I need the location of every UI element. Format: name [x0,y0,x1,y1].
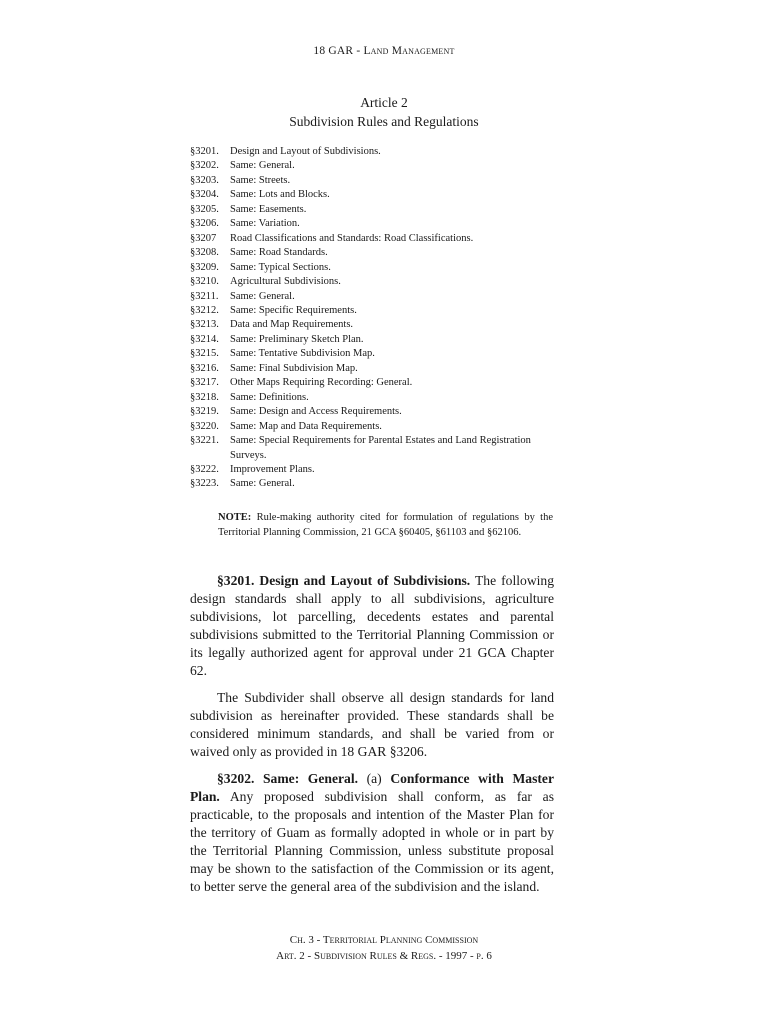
toc-row [190,347,550,361]
toc-section-title: Same: Variation. [230,218,300,230]
article-title: Subdivision Rules and Regulations [289,114,479,129]
toc-section-title: Same: Road Standards. [230,247,328,259]
toc-section-title: Same: Streets. [230,174,291,186]
section-3201-paragraph [190,572,554,680]
toc-section-number: §3208. [190,247,219,259]
toc-section-number: §3219. [190,406,219,418]
toc-section-number: §3207 [190,232,217,244]
page-footer [0,932,768,964]
toc-section-title: Same: Easements. [230,203,307,215]
toc-section-title: Same: Preliminary Sketch Plan. [230,333,364,345]
toc-section-number: §3216. [190,362,219,374]
toc-row [190,463,550,477]
table-of-contents [190,145,550,492]
toc-section-number: §3213. [190,319,219,331]
rulemaking-note [218,511,553,541]
toc-section-number: §3211. [190,290,219,302]
toc-row [190,318,550,332]
toc-section-number: §3212. [190,304,219,316]
toc-row [190,405,550,419]
toc-row [190,420,550,434]
toc-section-number: §3218. [190,391,219,403]
section-3202-heading: §3202. Same: General. [217,771,359,786]
section-3201-paragraph-2: The Subdivider shall observe all design standards for land subdivision as hereinafter provided. These standards shall be considered minimum standards, and shall be varied from or waived only as provided in 18 GAR §3206. [190,690,554,759]
toc-section-number: §3210. [190,276,219,288]
toc-section-number: §3221. [190,435,219,447]
article-heading [0,93,768,131]
subsection-heading: Conformance with Master Plan. [190,771,554,804]
section-3201-text: The following design standards shall apply to all subdivisions, agriculture subdivisions, lot parcelling, decedents estates and parental subdivisions submitted to the Territorial Planning Commission or its legally authorized agent for approval under 21 GCA Chapter 62. [190,573,555,678]
toc-section-title: Data and Map Requirements. [230,319,354,331]
toc-row [190,434,550,463]
toc-row [190,391,550,405]
toc-row [190,290,550,304]
toc-section-number: §3220. [190,420,219,432]
toc-section-title: Same: General. [230,290,295,302]
toc-section-title: Same: Map and Data Requirements. [230,420,382,432]
toc-row [190,159,550,173]
toc-section-title: Same: Definitions. [230,391,309,403]
toc-row [190,145,550,159]
toc-row [190,376,550,390]
toc-section-title: Same: Final Subdivision Map. [230,362,358,374]
toc-section-title: Same: Tentative Subdivision Map. [230,348,375,360]
toc-row [190,333,550,347]
toc-section-number: §3217. [190,377,219,389]
toc-section-number: §3222. [190,463,219,475]
toc-row [190,174,550,188]
toc-section-title: Design and Layout of Subdivisions. [230,146,381,157]
toc-section-number: §3209. [190,261,219,273]
toc-section-title: Same: General. [230,478,295,490]
section-3202-text: Any proposed subdivision shall conform, as far as practicable, to the proposals and intention of the Master Plan for the territory of Guam as formally adopted in whole or in part by the Territorial Planning Commission, unless substitute proposal may be shown to the satisfaction of the Commission or its agent, to better serve the general area of the subdivision and the island. [190,789,554,894]
toc-row [190,477,550,491]
footer-article-page: Art. 2 - Subdivision Rules & Regs. - 1997 - p. 6 [276,950,492,962]
toc-section-number: §3214. [190,333,219,345]
toc-section-title: Same: Special Requirements for Parental Estates and Land Registration Surveys. [230,435,531,461]
toc-row [190,261,550,275]
section-body [190,572,554,905]
toc-section-number: §3204. [190,189,219,201]
toc-row [190,362,550,376]
note-text: Rule-making authority cited for formulation of regulations by the Territorial Planning Commission, 21 GCA §60405, §61103 and §62106. [218,512,553,538]
toc-row [190,203,550,217]
toc-row [190,232,550,246]
toc-section-title: Same: Lots and Blocks. [230,189,330,201]
toc-row [190,188,550,202]
toc-section-number: §3206. [190,218,219,230]
note-label: NOTE: [218,512,252,523]
toc-section-number: §3202. [190,160,219,172]
toc-section-title: Agricultural Subdivisions. [230,276,341,288]
toc-row [190,275,550,289]
toc-section-number: §3223. [190,478,219,490]
toc-section-title: Same: Design and Access Requirements. [230,406,402,418]
toc-section-number: §3205. [190,203,219,215]
toc-section-title: Same: Specific Requirements. [230,304,357,316]
toc-row [190,304,550,318]
section-3201-heading: §3201. Design and Layout of Subdivisions. [217,573,471,588]
section-3202-paragraph [190,770,554,896]
toc-row [190,217,550,231]
toc-section-title: Same: Typical Sections. [230,261,331,273]
toc-section-number: §3201. [190,146,219,157]
article-number: Article 2 [360,95,408,110]
toc-section-title: Improvement Plans. [230,463,315,475]
toc-section-title: Other Maps Requiring Recording: General. [230,377,413,389]
running-head: 18 GAR - Land Management [313,45,455,57]
toc-row [190,246,550,260]
toc-section-number: §3215. [190,348,219,360]
subsection-marker: (a) [366,771,382,786]
toc-section-title: Road Classifications and Standards: Road Classifications. [230,232,474,244]
toc-section-title: Same: General. [230,160,295,172]
toc-section-number: §3203. [190,174,219,186]
footer-chapter: Ch. 3 - Territorial Planning Commission [289,934,479,946]
